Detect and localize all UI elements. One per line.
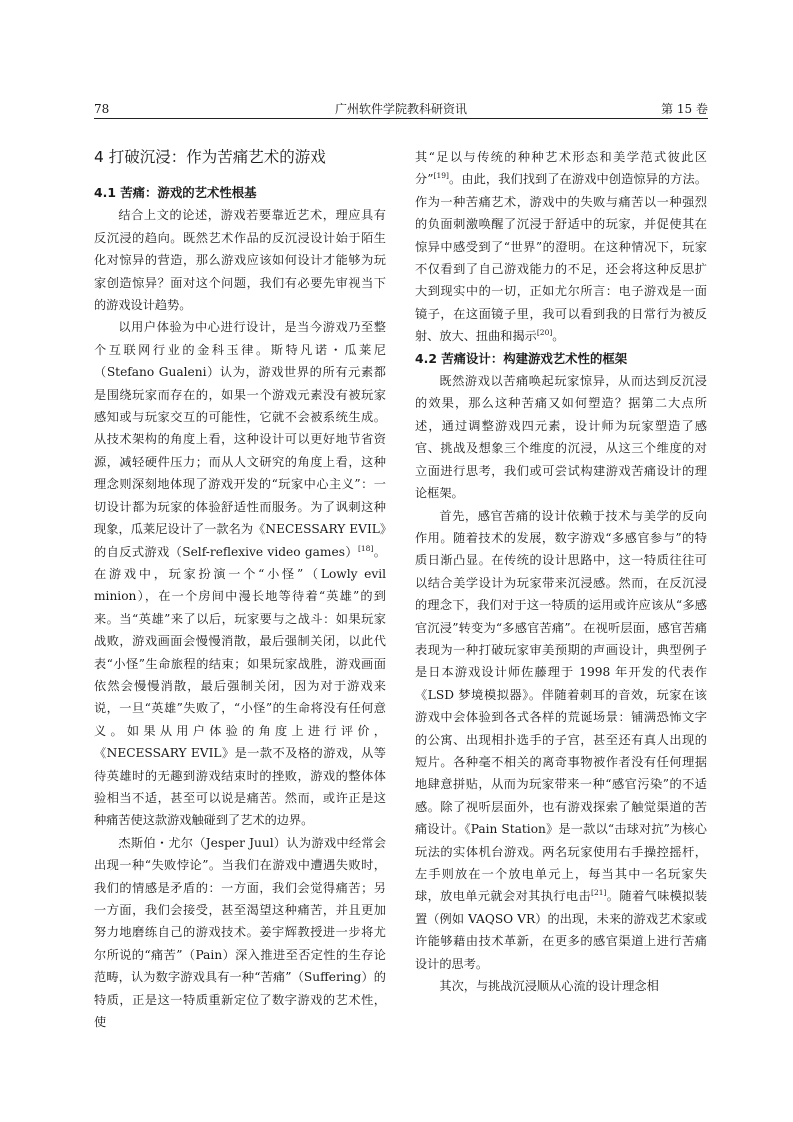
- volume-label: 第 15 卷: [661, 102, 708, 116]
- page-number: 78: [94, 102, 110, 116]
- paragraph-text: 。随着气味模拟装置（例如 VAQSO VR）的出现，未来的游戏艺术家或许能够藉由技术革新，在更多的感官渠道上进行苦痛设计的思考。: [415, 889, 708, 971]
- paragraph: 其次，与挑战沉浸顺从心流的设计理念相: [439, 979, 659, 994]
- paragraph-text: 。: [552, 329, 565, 344]
- paragraph: [415, 146, 707, 348]
- paragraph-text: 以用户体验为中心进行设计，是当今游戏乃至整个互联网行业的金科玉律。斯特凡诺・瓜莱尼（Stefano Gualeni）认为，游戏世界的所有元素都是围绕玩家而存在的，如果一个游戏元素没有被玩家感知或与玩家交互的可能性，它就不会被系统生成。从技术架构的角度上看，这种设计可以更好地节省资源，减轻硬件压力；而从人文研究的角度上看，这种理念则深刻地体现了游戏开发的“玩家中心主义”：一切设计都为玩家的体验舒适性而服务。为了讽刺这种现象，瓜莱尼设计了一款名为《NECESSARY EVIL》的自反式游戏（Self-reflexive video games）: [94, 320, 386, 559]
- citation-ref: [19]: [433, 171, 449, 181]
- citation-ref: [20]: [536, 328, 553, 338]
- citation-ref: [21]: [591, 888, 607, 898]
- running-header: [94, 100, 708, 119]
- paragraph: 杰斯伯・尤尔（Jesper Juul）认为游戏中经常会出现一种“失败悖论”。当我们在游戏中遭遇失败时，我们的情感是矛盾的：一方面，我们会觉得痛苦；另一方面，我们会接受，甚至渴望这种痛苦，并且更加努力地磨练自己的游戏技术。姜宇辉教授进一步将尤尔所说的“痛苦”（Pain）深入推进至否定性的生存论范畴，认为数字游戏具有一种“苦痛”（Suffering）的特质，正是这一特质重新定位了数字游戏的艺术性，使: [94, 835, 386, 1030]
- left-column: [94, 146, 386, 1033]
- paragraph: 既然游戏以苦痛唤起玩家惊异，从而达到反沉浸的效果，那么这种苦痛又如何塑造？据第二大点所述，通过调整游戏四元素，设计师为玩家塑造了感官、挑战及想象三个维度的沉浸，从这三个维度的对立面进行思考，我们或可尝试构建游戏苦痛设计的理论框架。: [415, 374, 707, 501]
- journal-title: 广州软件学院教科研资讯: [334, 102, 467, 116]
- paragraph: [94, 316, 386, 831]
- citation-ref: [18]: [357, 543, 374, 553]
- paragraph: [415, 505, 707, 976]
- paragraph-text: 。由此，我们找到了在游戏中创造惊异的方法。作为一种苦痛艺术，游戏中的失败与痛苦以一种强烈的负面刺激唤醒了沉浸于舒适中的玩家，并促使其在惊异中感受到了“世界”的澄明。在这种情况下，玩家不仅看到了自己游戏能力的不足，还会将这种反思扩大到现实中的一切，正如尤尔所言：电子游戏是一面镜子，在这面镜子里，我可以看到我的日常行为被反射、放大、扭曲和揭示: [415, 172, 708, 344]
- right-column: [415, 146, 707, 997]
- section-heading: 4 打破沉浸：作为苦痛艺术的游戏: [94, 148, 326, 166]
- paragraph: 结合上文的论述，游戏若要靠近艺术，理应具有反沉浸的趋向。既然艺术作品的反沉浸设计始于陌生化对惊异的营造，那么游戏应该如何设计才能够为玩家创造惊异？面对这个问题，我们有必要先审视当下的游戏设计趋势。: [94, 208, 386, 313]
- paragraph-text: 首先，感官苦痛的设计依赖于技术与美学的反向作用。随着技术的发展，数字游戏“多感官参与”的特质日渐凸显。在传统的设计思路中，这一特质往往可以结合美学设计为玩家带来沉浸感。然而，在反沉浸的理念下，我们对于这一特质的运用或许应该从“多感官沉浸”转变为“多感官苦痛”。在视听层面，感官苦痛表现为一种打破玩家审美预期的声画设计，典型例子是日本游戏设计师佐藤理于 1998 年开发的代表作《LSD 梦境模拟器》。伴随着刺耳的音效，玩家在该游戏中会体验到各式各样的荒诞场景：铺满恐怖文字的公寓、出现相扑选手的子宫，甚至还有真人出现的短片。各种毫不相关的离奇事物被作者没有任何理据地肆意拼贴，从而为玩家带来一种“感官污染”的不适感。除了视听层面外，也有游戏探索了触觉渠道的苦痛设计。《Pain Station》是一款以“击球对抗”为核心玩法的实体机台游戏。两名玩家使用右手操控摇杆，左手则放在一个放电单元上，每当其中一名玩家失球，放电单元就会对其执行电击: [415, 508, 707, 904]
- paragraph-text: 其“足以与传统的种种艺术形态和美学范式彼此区分”: [415, 150, 707, 187]
- paragraph-text: 。在游戏中，玩家扮演一个“小怪”（Lowly evil minion），在一个房间中漫长地等待着“英雄”的到来。当“英雄”来了以后，玩家要与之战斗：如果玩家战败，游戏画面会慢慢消散，最后强制关闭，以此代表“小怪”生命旅程的结束；如果玩家战胜，游戏画面依然会慢慢消散，最后强制关闭，因为对于游戏来说，一旦“英雄”失败了，“小怪”的生命将没有任何意义。如果从用户体验的角度上进行评价，《NECESSARY EVIL》是一款不及格的游戏，从等待英雄时的无趣到游戏结束时的挫败，游戏的整体体验相当不适，甚至可以说是痛苦。然而，或许正是这种痛苦使这款游戏触碰到了艺术的边界。: [94, 544, 386, 828]
- subsection-heading-4-2: 4.2 苦痛设计：构建游戏艺术性的框架: [415, 350, 628, 366]
- subsection-heading-4-1: 4.1 苦痛：游戏的艺术性根基: [94, 185, 257, 200]
